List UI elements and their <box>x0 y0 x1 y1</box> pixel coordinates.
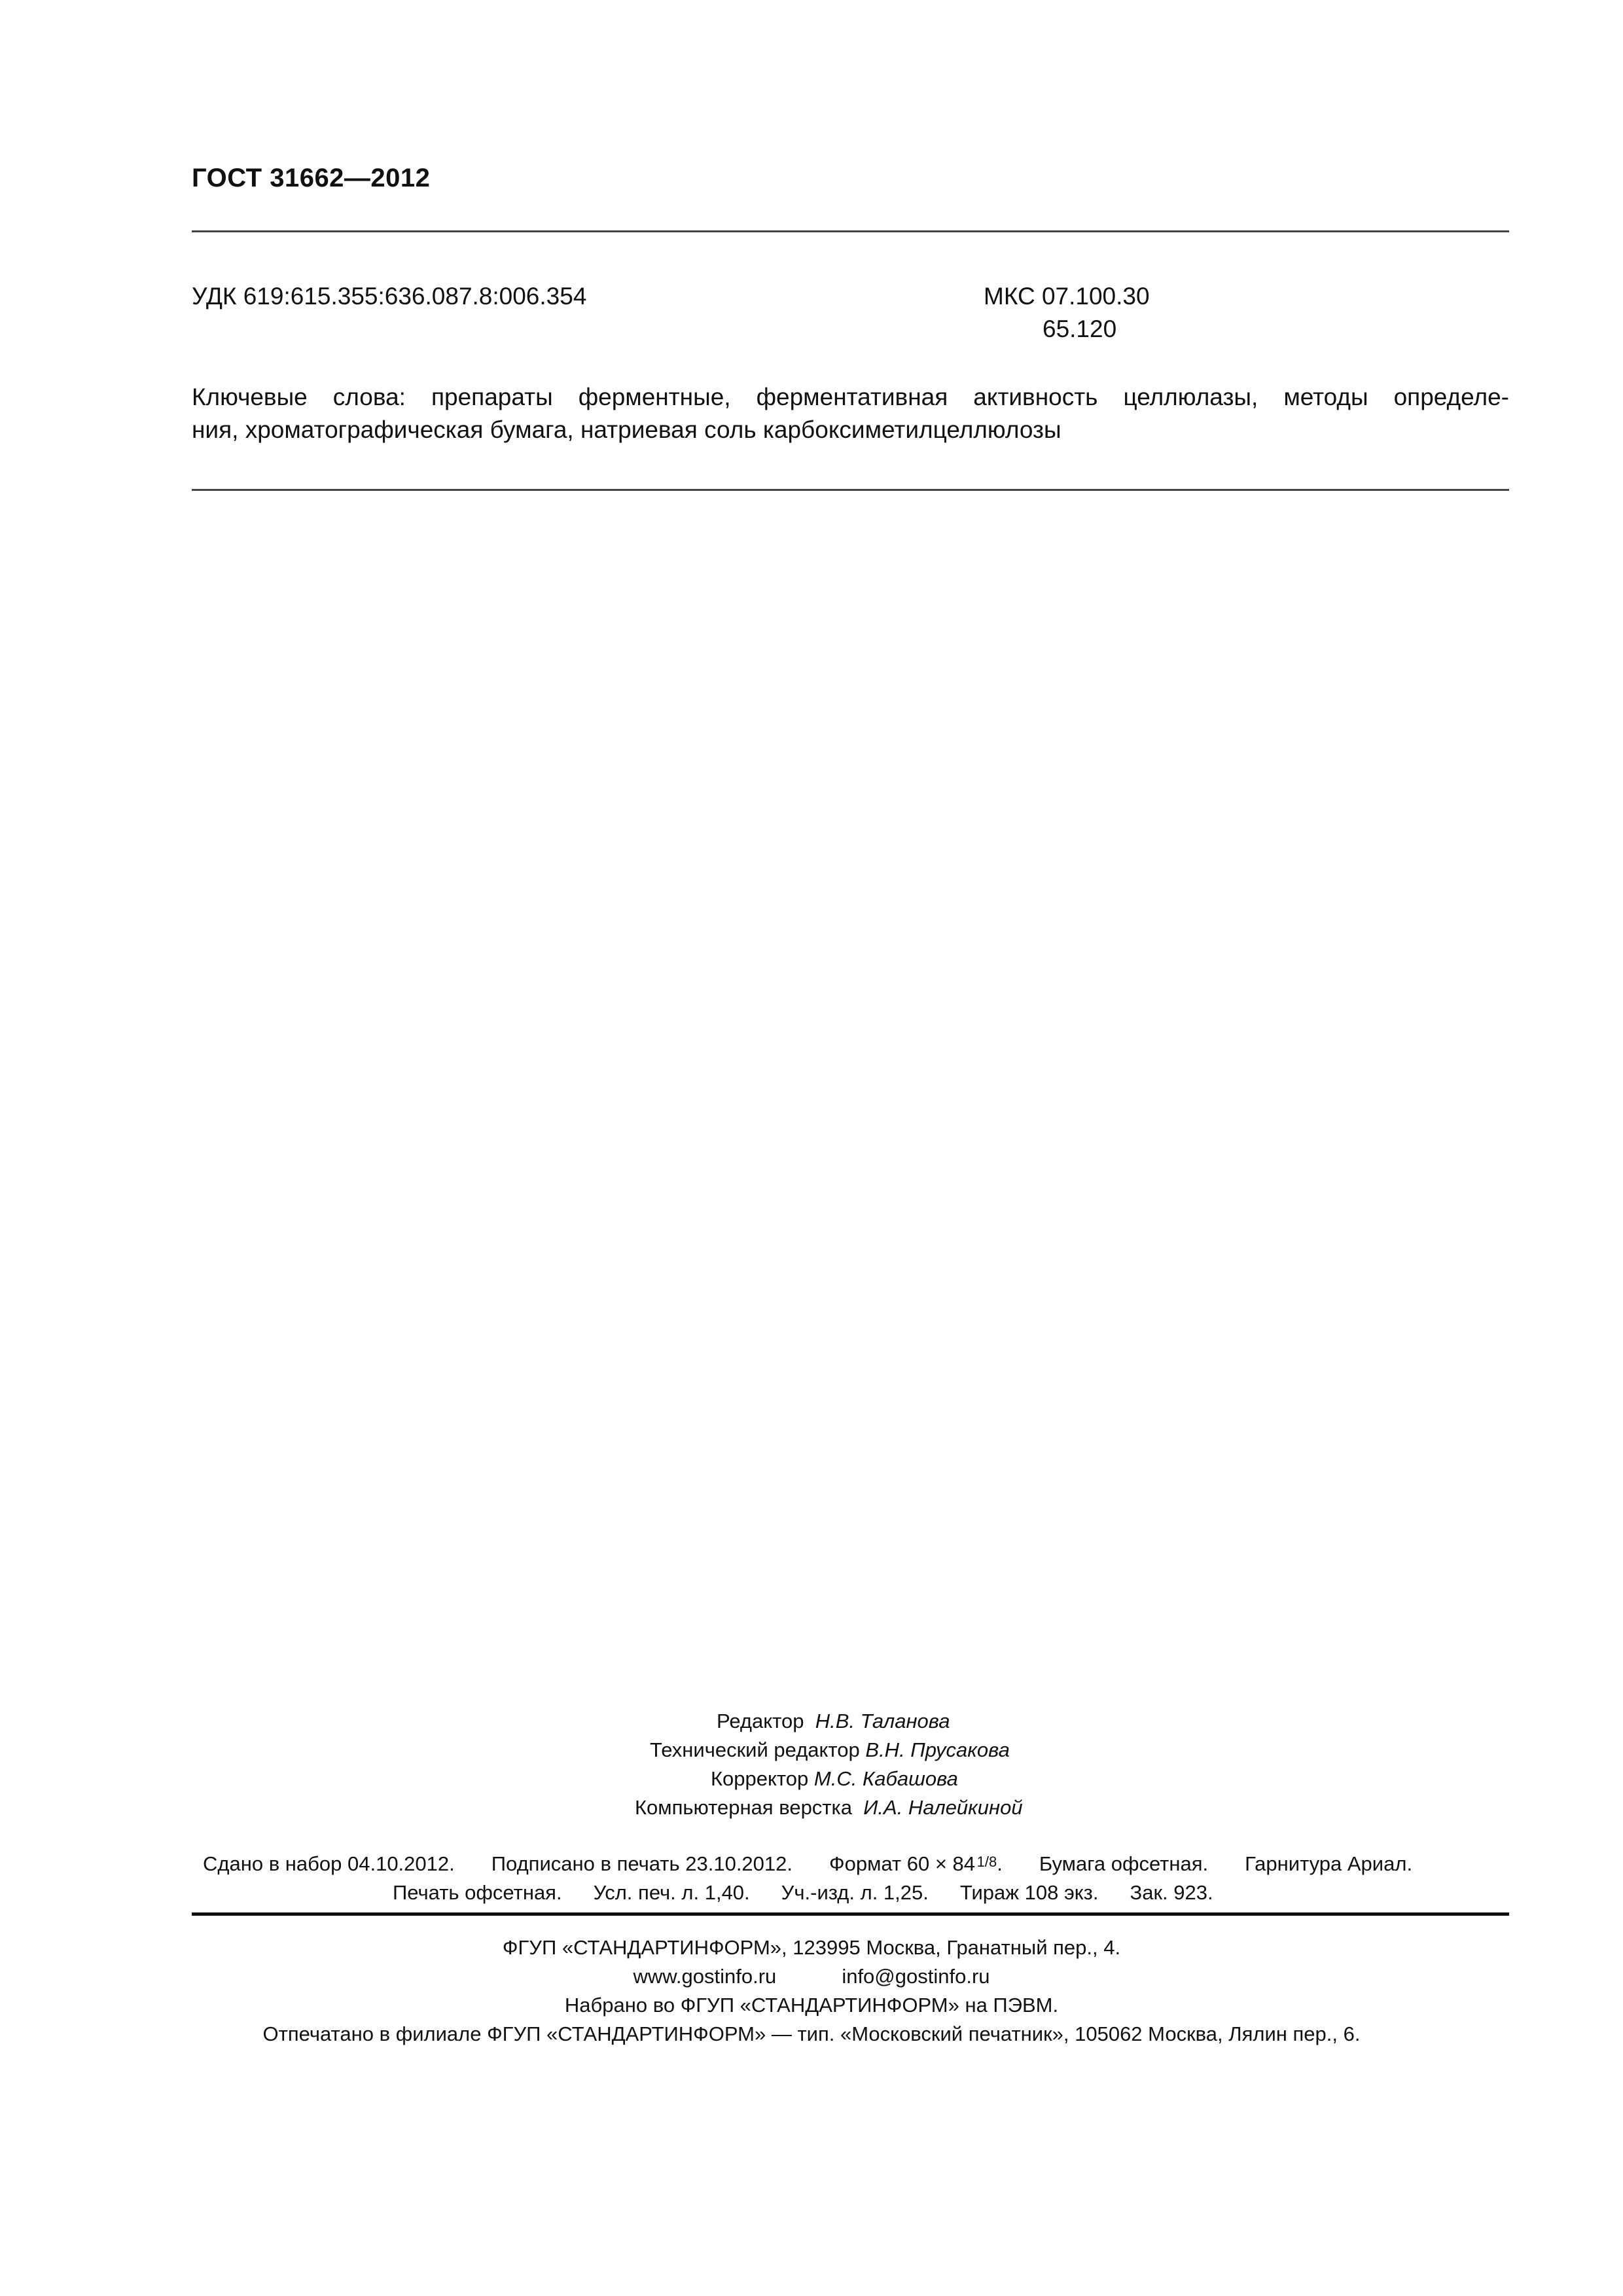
imprint-sheets: Усл. печ. л. 1,40. <box>593 1881 750 1904</box>
credit-corrector <box>711 1767 958 1791</box>
mks-code-1: МКС 07.100.30 <box>984 283 1150 310</box>
imprint-format: Формат 60 × 84 1/8. <box>829 1852 1003 1875</box>
publisher-website[interactable]: www.gostinfo.ru <box>633 1965 777 1988</box>
keywords-block <box>192 381 1509 446</box>
corrector-name: М.С. Кабашова <box>813 1767 958 1790</box>
publisher-printed: Отпечатано в филиале ФГУП «СТАНДАРТИНФОРМ» — тип. «Московский печатник», 105062 Москва, Лялин пер., 6. <box>262 2022 1361 2045</box>
imprint-order: Зак. 923. <box>1130 1881 1213 1904</box>
credit-layout <box>635 1796 1023 1820</box>
udk-code: УДК 619:615.355:636.087.8:006.354 <box>192 283 587 310</box>
editor-name: Н.В. Таланова <box>815 1710 950 1732</box>
imprint-paper: Бумага офсетная. <box>1039 1852 1209 1875</box>
header-divider <box>192 230 1509 232</box>
credit-editor <box>717 1710 950 1733</box>
imprint-submitted: Сдано в набор 04.10.2012. <box>203 1852 455 1875</box>
corrector-label: Корректор <box>711 1767 809 1790</box>
format-fraction: 1/8 <box>976 1854 997 1870</box>
publisher-email[interactable]: info@gostinfo.ru <box>842 1965 990 1988</box>
standard-code: ГОСТ 31662—2012 <box>192 164 431 192</box>
tech-editor-name: В.Н. Прусакова <box>865 1738 1010 1761</box>
imprint-divider <box>192 1912 1509 1916</box>
mks-code-2: 65.120 <box>1043 315 1117 342</box>
imprint-font: Гарнитура Ариал. <box>1245 1852 1413 1875</box>
keywords-line-1: Ключевые слова: препараты ферментные, ферментативная активность целлюлазы, методы определе- <box>192 384 1509 410</box>
keywords-divider <box>192 489 1509 491</box>
keywords-line-2: ния, хроматографическая бумага, натриевая соль карбоксиметилцеллюлозы <box>192 416 1061 443</box>
layout-label: Компьютерная верстка <box>635 1796 852 1819</box>
layout-name: И.А. Налейкиной <box>863 1796 1023 1819</box>
publisher-address: ФГУП «СТАНДАРТИНФОРМ», 123995 Москва, Гранатный пер., 4. <box>502 1936 1121 1959</box>
imprint-print-type: Печать офсетная. <box>393 1881 562 1904</box>
imprint-line-2 <box>393 1881 1213 1905</box>
imprint-line-1 <box>203 1852 1412 1876</box>
imprint-edition-sheets: Уч.-изд. л. 1,25. <box>781 1881 929 1904</box>
credit-tech-editor <box>650 1738 1010 1762</box>
publisher-typeset: Набрано во ФГУП «СТАНДАРТИНФОРМ» на ПЭВМ. <box>564 1994 1059 2017</box>
publisher-contacts <box>0 1965 1623 1988</box>
editor-label: Редактор <box>717 1710 804 1732</box>
imprint-circulation: Тираж 108 экз. <box>959 1881 1099 1904</box>
tech-editor-label: Технический редактор <box>650 1738 860 1761</box>
imprint-signed: Подписано в печать 23.10.2012. <box>491 1852 793 1875</box>
